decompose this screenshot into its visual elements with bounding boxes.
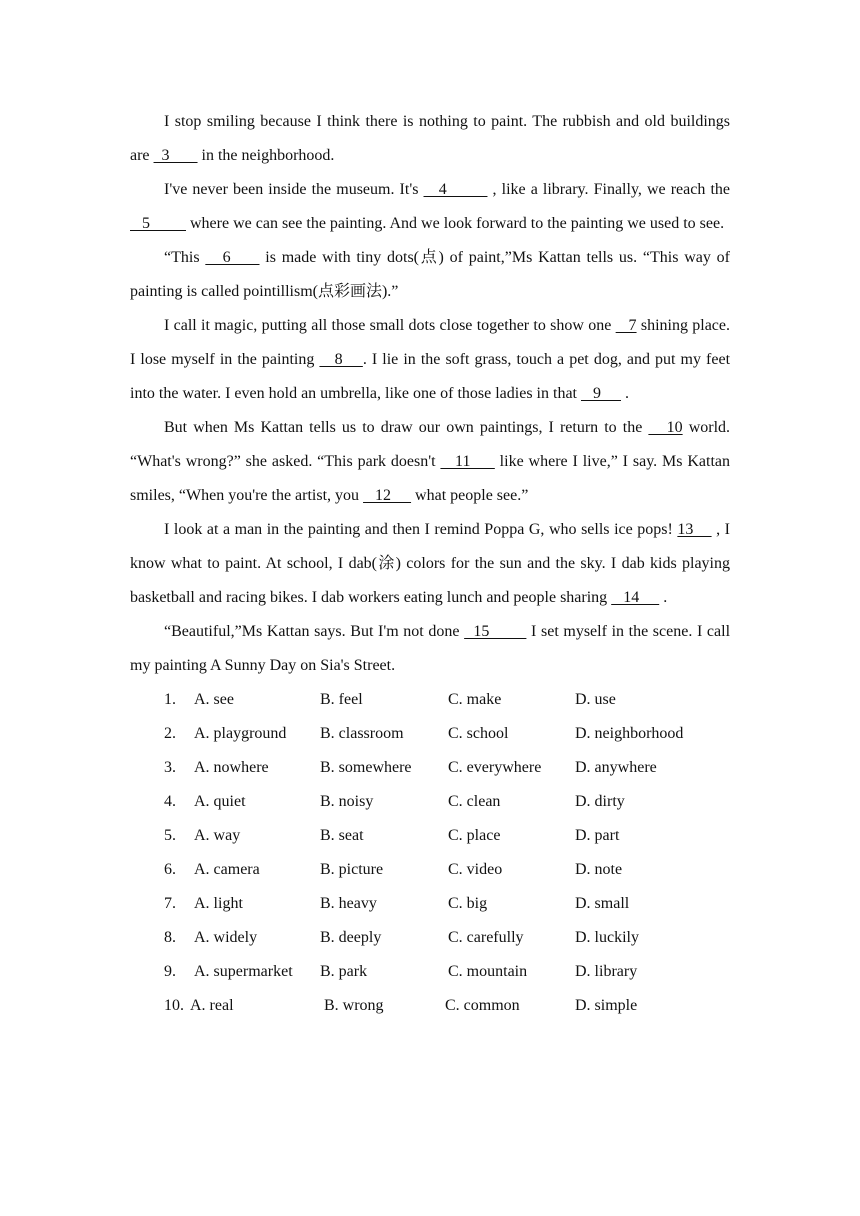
option-c: C. everywhere <box>448 759 542 776</box>
option-a: A. light <box>194 895 243 912</box>
option-a: A. quiet <box>194 793 246 810</box>
option-c: C. big <box>448 895 488 912</box>
answer-options <box>130 683 730 1023</box>
answer-blank: 12 <box>363 487 412 504</box>
paragraph-text: . <box>620 385 629 402</box>
question-number: 10. <box>164 997 184 1014</box>
option-d: D. note <box>575 861 623 878</box>
option-row <box>130 683 730 717</box>
question-number: 9. <box>164 963 176 980</box>
paragraph-text: I stop smiling because I think there is nothing to paint. The rubbish and old buildings are <box>130 113 730 164</box>
option-b: B. seat <box>320 827 364 844</box>
paragraph-text: “This <box>164 249 206 266</box>
option-c: C. clean <box>448 793 501 810</box>
option-b: B. somewhere <box>320 759 412 776</box>
option-d: D. dirty <box>575 793 625 810</box>
passage-paragraphs <box>130 105 730 683</box>
option-d: D. use <box>575 691 616 708</box>
paragraph-text: But when Ms Kattan tells us to draw our own paintings, I return to the <box>164 419 649 436</box>
answer-blank: 4 <box>423 181 488 198</box>
option-a: A. way <box>194 827 241 844</box>
option-row <box>130 819 730 853</box>
paragraph-text: where we can see the painting. And we look forward to the painting we used to see. <box>186 215 725 232</box>
option-a: A. camera <box>194 861 260 878</box>
option-row <box>130 989 730 1023</box>
paragraph-text: world. “What's wrong?” she asked. “This park doesn't <box>130 419 731 470</box>
option-d: D. part <box>575 827 620 844</box>
option-c: C. video <box>448 861 503 878</box>
option-d: D. simple <box>575 997 638 1014</box>
answer-blank: 14 <box>611 589 660 606</box>
option-a: A. widely <box>194 929 258 946</box>
option-a: A. supermarket <box>194 963 293 980</box>
option-c: C. mountain <box>448 963 528 980</box>
option-c: C. place <box>448 827 501 844</box>
option-c: C. school <box>448 725 509 742</box>
answer-blank: 7 <box>615 317 637 334</box>
paragraph-text: like where I live,” I say. Ms Kattan smiles, “When you're the artist, you <box>130 453 730 504</box>
option-d: D. anywhere <box>575 759 657 776</box>
paragraph-text: I've never been inside the museum. It's <box>164 181 424 198</box>
option-d: D. library <box>575 963 638 980</box>
question-number: 2. <box>164 725 176 742</box>
option-d: D. small <box>575 895 630 912</box>
question-number: 1. <box>164 691 176 708</box>
passage-paragraph <box>130 615 730 683</box>
answer-blank: 13 <box>677 521 712 538</box>
paragraph-text: . I lie in the soft grass, touch a pet dog, and put my feet into the water. I even hold an umbrella, like one of those ladies in that <box>130 351 731 402</box>
paragraph-text: what people see.” <box>411 487 529 504</box>
passage-paragraph <box>130 513 730 615</box>
option-b: B. wrong <box>324 997 384 1014</box>
option-b: B. heavy <box>320 895 377 912</box>
answer-blank: 3 <box>153 147 198 164</box>
paragraph-text: , I know what to paint. At school, I dab(涂) colors for the sun and the sky. I dab kids playing basketball and racing bikes. I dab workers eating lunch and people sharing <box>130 521 731 606</box>
option-row <box>130 853 730 887</box>
question-number: 3. <box>164 759 176 776</box>
paragraph-text: . <box>659 589 668 606</box>
option-row <box>130 955 730 989</box>
option-row <box>130 785 730 819</box>
option-a: A. nowhere <box>194 759 269 776</box>
paragraph-text: I look at a man in the painting and then I remind Poppa G, who sells ice pops! <box>164 521 678 538</box>
paragraph-text: in the neighborhood. <box>197 147 335 164</box>
question-number: 7. <box>164 895 176 912</box>
option-b: B. feel <box>320 691 363 708</box>
option-row <box>130 717 730 751</box>
option-a: A. see <box>194 691 234 708</box>
paragraph-text: I call it magic, putting all those small dots close together to show one <box>164 317 616 334</box>
passage-paragraph <box>130 241 730 309</box>
option-a: A. real <box>190 997 234 1014</box>
passage-paragraph <box>130 411 730 513</box>
passage-paragraph <box>130 173 730 241</box>
option-b: B. classroom <box>320 725 404 742</box>
option-d: D. luckily <box>575 929 639 946</box>
answer-blank: 15 <box>464 623 527 640</box>
answer-blank: 6 <box>205 249 260 266</box>
answer-blank: 9 <box>580 385 621 402</box>
option-a: A. playground <box>194 725 287 742</box>
question-number: 6. <box>164 861 176 878</box>
option-row <box>130 921 730 955</box>
option-c: C. make <box>448 691 502 708</box>
answer-blank: 8 <box>319 351 363 368</box>
answer-blank: 10 <box>648 419 683 436</box>
question-number: 4. <box>164 793 176 810</box>
option-c: C. common <box>445 997 520 1014</box>
option-b: B. park <box>320 963 368 980</box>
answer-blank: 11 <box>440 453 495 470</box>
paragraph-text: is made with tiny dots(点) of paint,”Ms Kattan tells us. “This way of painting is called pointillism(点彩画法).” <box>130 249 731 300</box>
paragraph-text: “Beautiful,”Ms Kattan says. But I'm not done <box>164 623 465 640</box>
question-number: 5. <box>164 827 176 844</box>
passage-paragraph <box>130 309 730 411</box>
option-b: B. deeply <box>320 929 382 946</box>
option-row <box>130 751 730 785</box>
option-b: B. picture <box>320 861 384 878</box>
option-c: C. carefully <box>448 929 524 946</box>
paragraph-text: , like a library. Finally, we reach the <box>487 181 730 198</box>
answer-blank: 5 <box>130 215 186 232</box>
option-row <box>130 887 730 921</box>
question-number: 8. <box>164 929 176 946</box>
paragraph-text: I set myself in the scene. I call my painting A Sunny Day on Sia's Street. <box>130 623 731 674</box>
option-d: D. neighborhood <box>575 725 684 742</box>
passage-paragraph <box>130 105 730 173</box>
paragraph-text: shining place. I lose myself in the painting <box>130 317 731 368</box>
option-b: B. noisy <box>320 793 374 810</box>
cloze-passage <box>130 105 730 1023</box>
